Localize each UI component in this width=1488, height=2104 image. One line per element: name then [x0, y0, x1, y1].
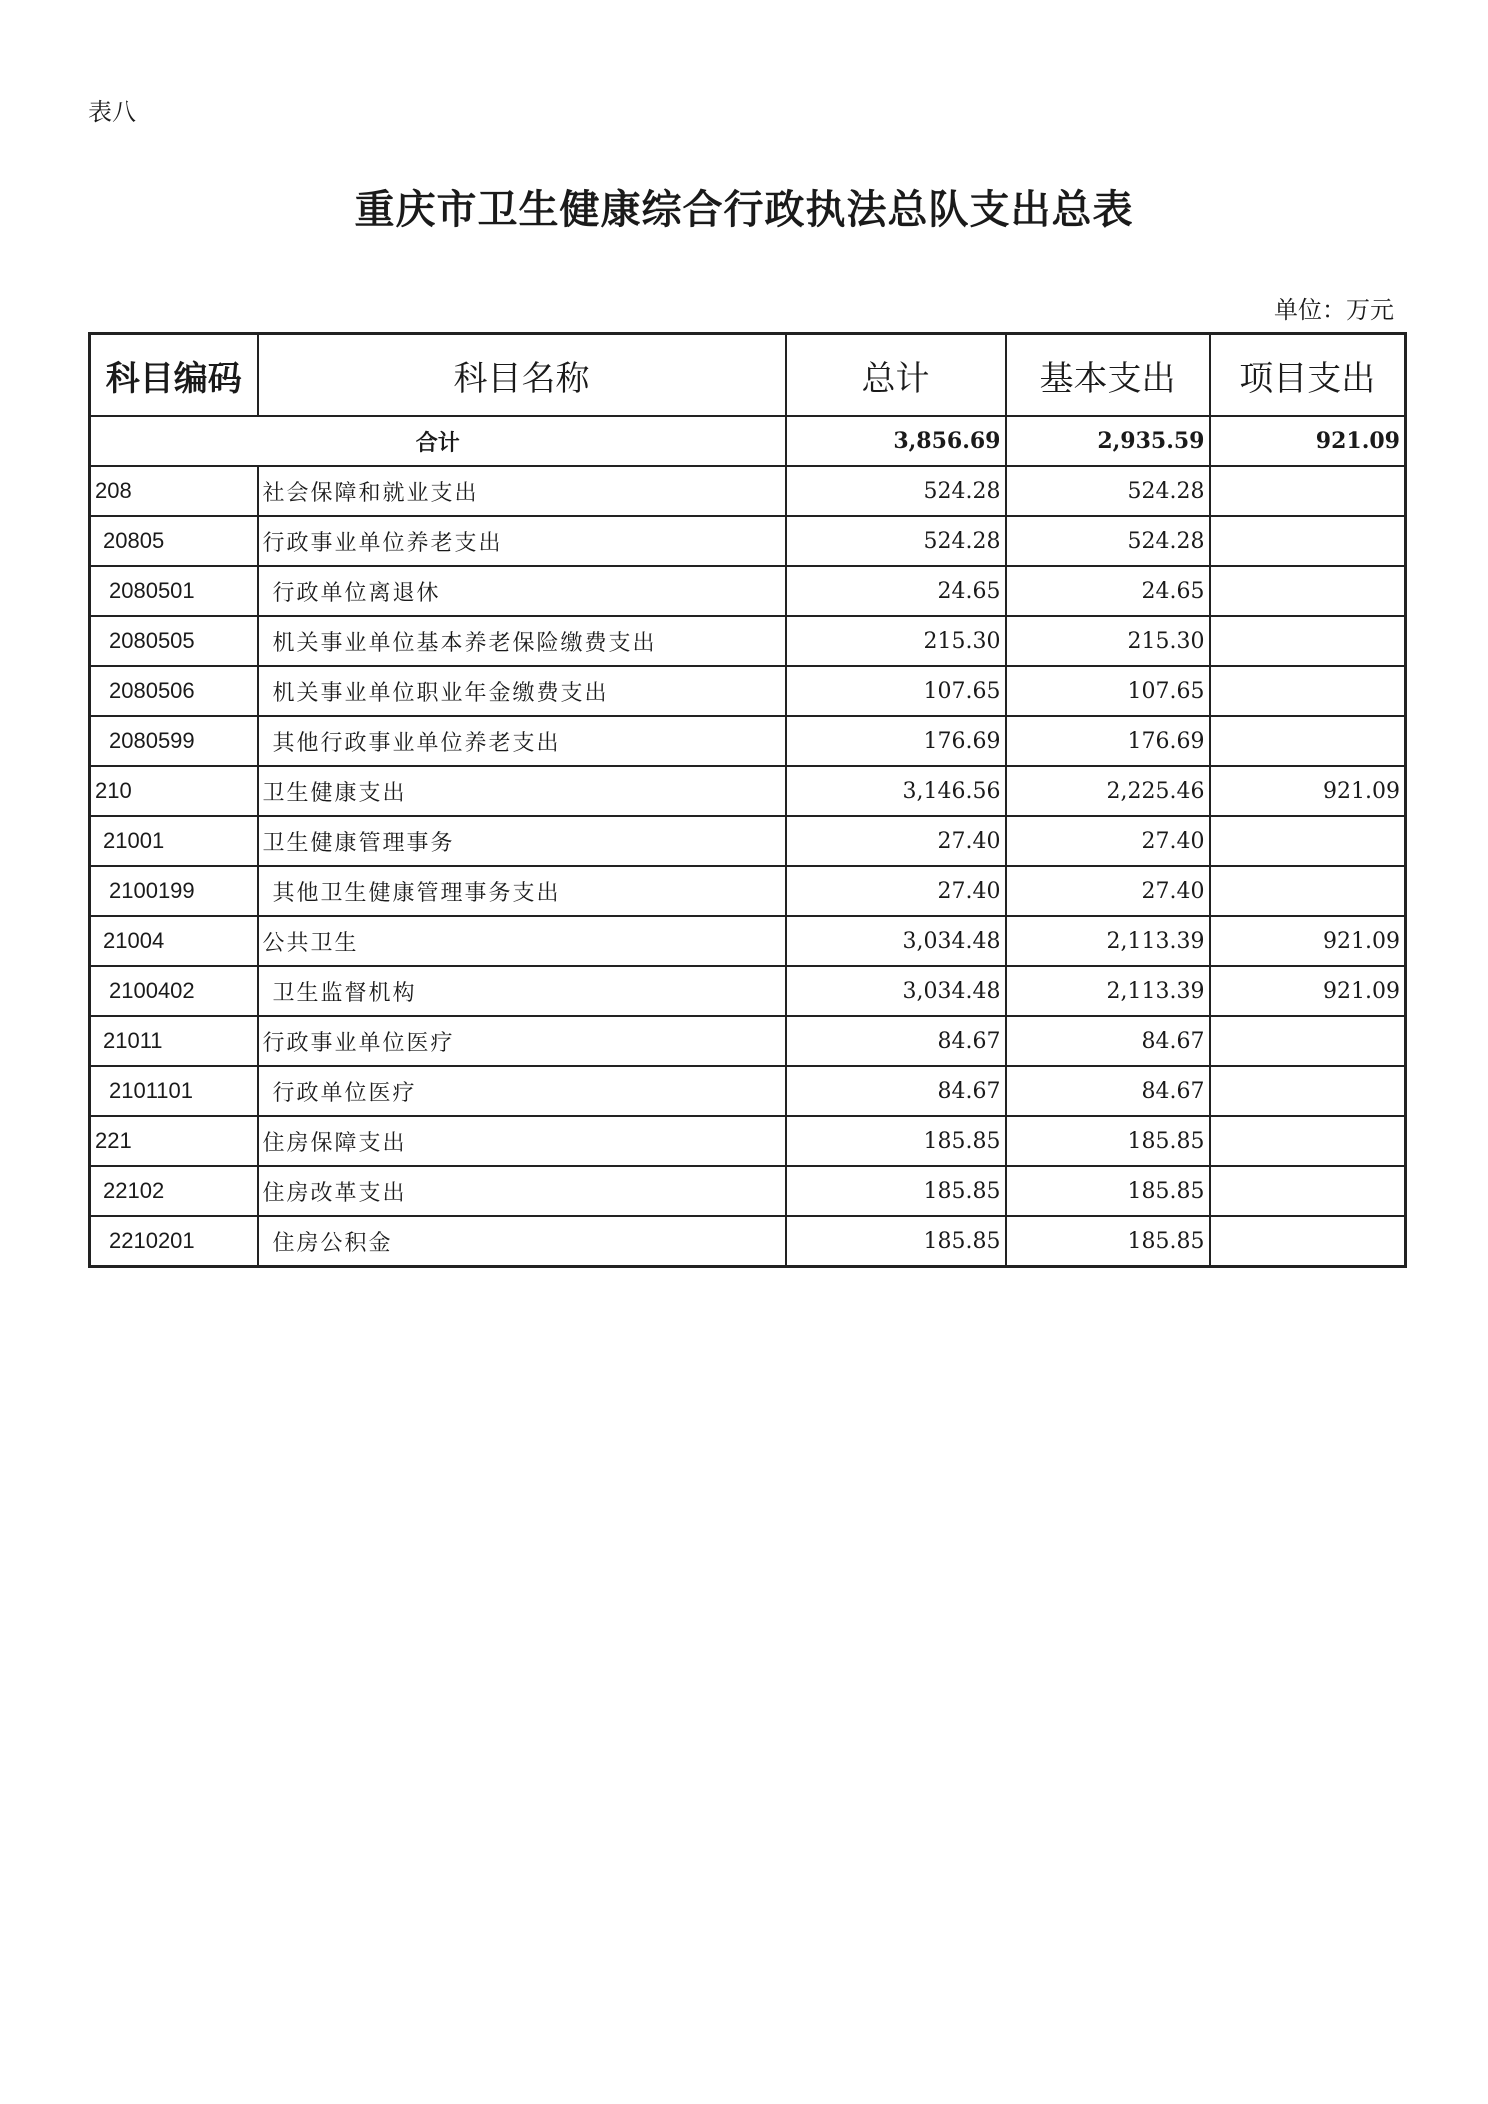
row-project [1210, 616, 1406, 666]
row-name: 机关事业单位职业年金缴费支出 [258, 666, 786, 716]
row-name: 行政单位医疗 [258, 1066, 786, 1116]
row-code: 2100199 [90, 866, 258, 916]
row-total: 84.67 [786, 1066, 1006, 1116]
row-name: 卫生健康管理事务 [258, 816, 786, 866]
row-total: 3,034.48 [786, 916, 1006, 966]
row-basic: 2,113.39 [1006, 966, 1210, 1016]
row-project [1210, 1166, 1406, 1216]
row-total: 524.28 [786, 466, 1006, 516]
row-name: 公共卫生 [258, 916, 786, 966]
row-name: 住房保障支出 [258, 1116, 786, 1166]
row-project [1210, 816, 1406, 866]
table-row [90, 516, 1406, 566]
table-row [90, 1066, 1406, 1116]
row-project [1210, 566, 1406, 616]
row-code: 21011 [90, 1016, 258, 1066]
table-row [90, 916, 1406, 966]
row-project: 921.09 [1210, 916, 1406, 966]
total-label: 合计 [90, 416, 786, 466]
row-total: 185.85 [786, 1116, 1006, 1166]
row-name: 其他行政事业单位养老支出 [258, 716, 786, 766]
row-basic: 27.40 [1006, 816, 1210, 866]
row-total: 24.65 [786, 566, 1006, 616]
table-row [90, 666, 1406, 716]
page-label: 表八 [88, 98, 136, 126]
row-code: 2080505 [90, 616, 258, 666]
row-total: 176.69 [786, 716, 1006, 766]
row-total: 27.40 [786, 816, 1006, 866]
row-project [1210, 516, 1406, 566]
row-name: 行政单位离退休 [258, 566, 786, 616]
row-project [1210, 666, 1406, 716]
row-project [1210, 1066, 1406, 1116]
table-row [90, 1016, 1406, 1066]
row-total: 524.28 [786, 516, 1006, 566]
header-code: 科目编码 [90, 334, 258, 417]
row-code: 2080501 [90, 566, 258, 616]
row-project [1210, 866, 1406, 916]
row-code: 2100402 [90, 966, 258, 1016]
row-code: 21001 [90, 816, 258, 866]
table-row [90, 466, 1406, 516]
row-basic: 27.40 [1006, 866, 1210, 916]
row-basic: 185.85 [1006, 1116, 1210, 1166]
row-basic: 524.28 [1006, 516, 1210, 566]
table-row [90, 1216, 1406, 1267]
page-title: 重庆市卫生健康综合行政执法总队支出总表 [354, 186, 1134, 233]
row-total: 185.85 [786, 1166, 1006, 1216]
row-basic: 185.85 [1006, 1166, 1210, 1216]
row-total: 3,034.48 [786, 966, 1006, 1016]
table-row [90, 566, 1406, 616]
total-row [90, 416, 1406, 466]
row-code: 208 [90, 466, 258, 516]
row-basic: 524.28 [1006, 466, 1210, 516]
row-basic: 84.67 [1006, 1016, 1210, 1066]
row-total: 27.40 [786, 866, 1006, 916]
row-total: 107.65 [786, 666, 1006, 716]
total-total: 3,856.69 [786, 416, 1006, 466]
row-name: 住房改革支出 [258, 1166, 786, 1216]
table-row [90, 716, 1406, 766]
row-code: 2080599 [90, 716, 258, 766]
expense-table [88, 332, 1407, 1268]
row-basic: 215.30 [1006, 616, 1210, 666]
row-basic: 84.67 [1006, 1066, 1210, 1116]
header-basic: 基本支出 [1006, 334, 1210, 417]
table-row [90, 1116, 1406, 1166]
row-name: 卫生健康支出 [258, 766, 786, 816]
row-project [1210, 1016, 1406, 1066]
row-name: 行政事业单位医疗 [258, 1016, 786, 1066]
row-code: 20805 [90, 516, 258, 566]
row-name: 机关事业单位基本养老保险缴费支出 [258, 616, 786, 666]
header-total: 总计 [786, 334, 1006, 417]
row-project [1210, 716, 1406, 766]
total-project: 921.09 [1210, 416, 1406, 466]
row-basic: 2,225.46 [1006, 766, 1210, 816]
table-row [90, 616, 1406, 666]
row-project [1210, 1116, 1406, 1166]
table-row [90, 816, 1406, 866]
row-project: 921.09 [1210, 766, 1406, 816]
total-basic: 2,935.59 [1006, 416, 1210, 466]
row-basic: 2,113.39 [1006, 916, 1210, 966]
row-code: 2101101 [90, 1066, 258, 1116]
row-code: 22102 [90, 1166, 258, 1216]
row-name: 卫生监督机构 [258, 966, 786, 1016]
row-basic: 107.65 [1006, 666, 1210, 716]
row-basic: 176.69 [1006, 716, 1210, 766]
row-name: 住房公积金 [258, 1216, 786, 1267]
row-total: 84.67 [786, 1016, 1006, 1066]
table-row [90, 1166, 1406, 1216]
row-basic: 185.85 [1006, 1216, 1210, 1267]
row-project [1210, 466, 1406, 516]
row-code: 221 [90, 1116, 258, 1166]
table-row [90, 766, 1406, 816]
header-project: 项目支出 [1210, 334, 1406, 417]
row-name: 其他卫生健康管理事务支出 [258, 866, 786, 916]
row-total: 215.30 [786, 616, 1006, 666]
table-row [90, 866, 1406, 916]
header-row [90, 334, 1406, 417]
table-row [90, 966, 1406, 1016]
row-total: 185.85 [786, 1216, 1006, 1267]
row-code: 2080506 [90, 666, 258, 716]
row-code: 21004 [90, 916, 258, 966]
row-code: 2210201 [90, 1216, 258, 1267]
header-name: 科目名称 [258, 334, 786, 417]
row-project [1210, 1216, 1406, 1267]
unit-label: 单位：万元 [1274, 296, 1394, 324]
row-code: 210 [90, 766, 258, 816]
row-project: 921.09 [1210, 966, 1406, 1016]
row-name: 行政事业单位养老支出 [258, 516, 786, 566]
row-name: 社会保障和就业支出 [258, 466, 786, 516]
row-basic: 24.65 [1006, 566, 1210, 616]
row-total: 3,146.56 [786, 766, 1006, 816]
